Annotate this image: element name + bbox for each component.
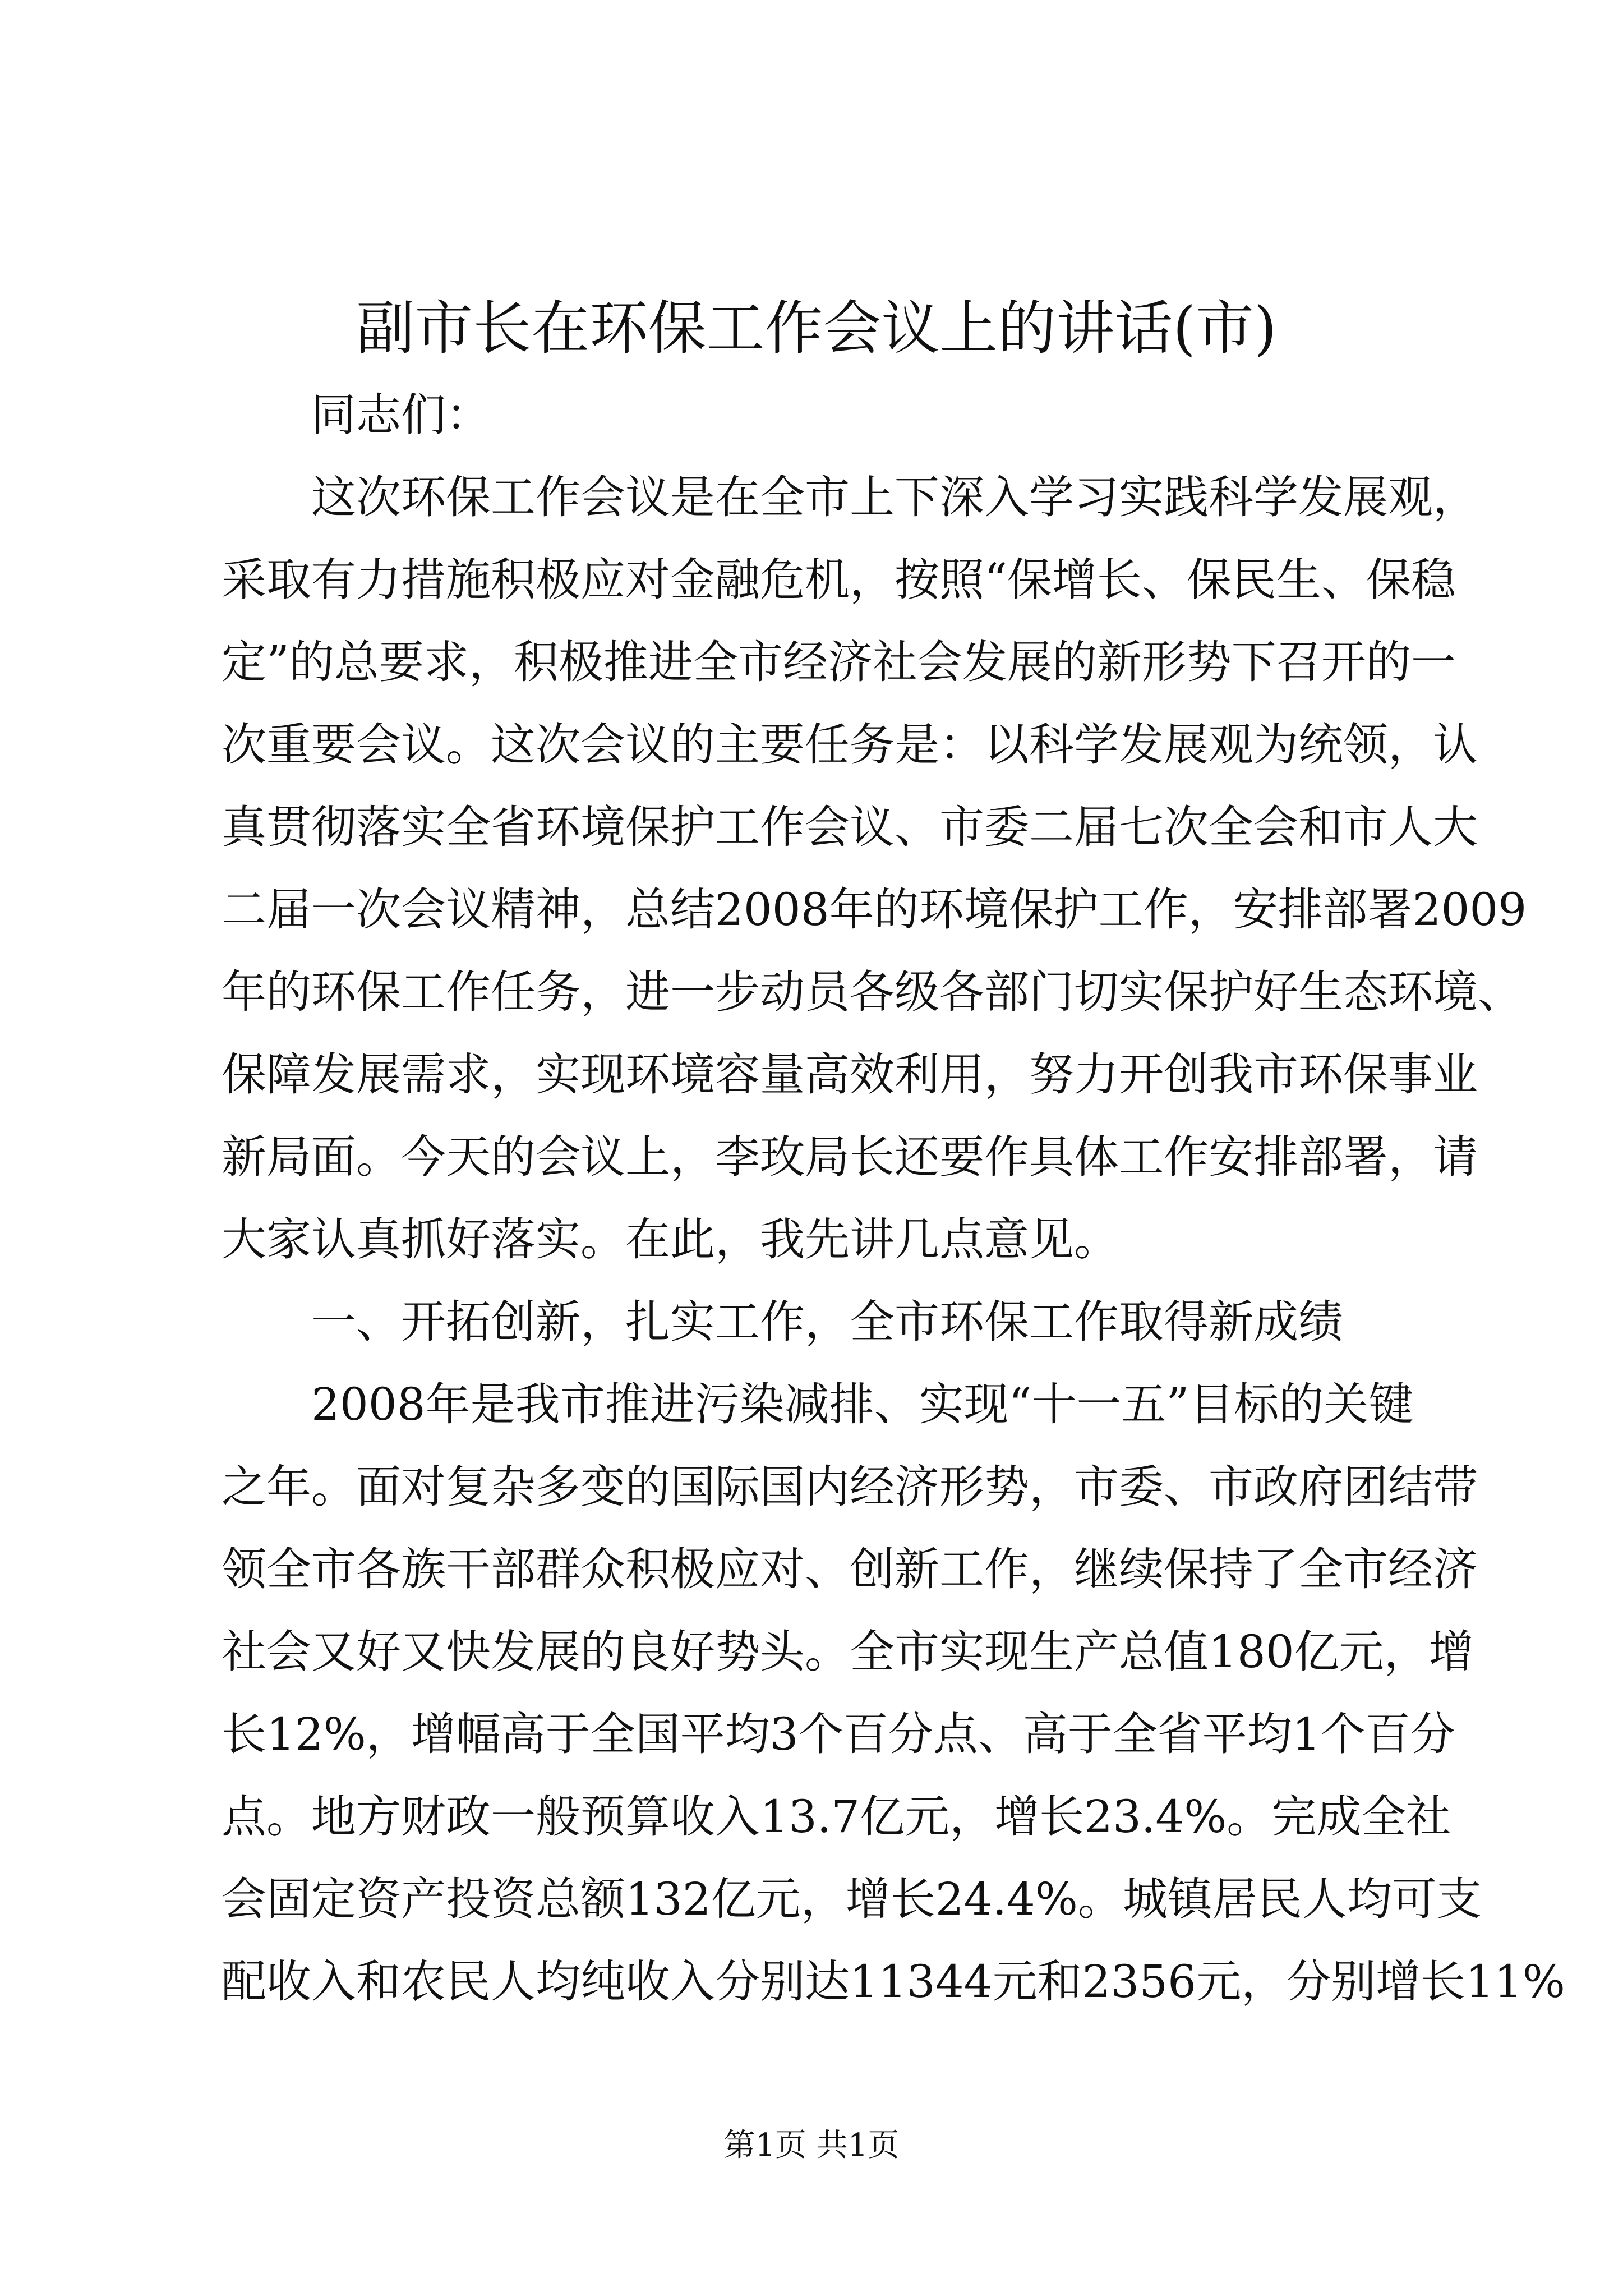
text-line: 大家认真抓好落实。在此，我先讲几点意见。: [222, 1213, 1119, 1266]
section-heading: 一、开拓创新，扎实工作，全市环保工作取得新成绩: [311, 1296, 1343, 1348]
text-line: 二届一次会议精神，总结2008年的环境保护工作，安排部署2009: [222, 884, 1527, 936]
text-line: 真贯彻落实全省环境保护工作会议、市委二届七次全会和市人大: [222, 801, 1478, 853]
text-line: 定”的总要求，积极推进全市经济社会发展的新形势下召开的一: [222, 636, 1456, 688]
page-footer: 第1页 共1页: [723, 2127, 900, 2164]
text-line: 社会又好又快发展的良好势头。全市实现生产总值180亿元，增: [222, 1626, 1474, 1678]
text-line: 年的环保工作任务，进一步动员各级各部门切实保护好生态环境、: [222, 966, 1523, 1018]
text-line: 这次环保工作会议是在全市上下深入学习实践科学发展观，: [311, 471, 1478, 523]
text-line: 长12%，增幅高于全国平均3个百分点、高于全省平均1个百分: [222, 1708, 1455, 1760]
text-line: 2008年是我市推进污染减排、实现“十一五”目标的关键: [311, 1378, 1414, 1430]
text-line: 点。地方财政一般预算收入13.7亿元，增长23.4%。完成全社: [222, 1791, 1451, 1843]
text-line: 次重要会议。这次会议的主要任务是：以科学发展观为统领，认: [222, 719, 1478, 771]
text-line: 配收入和农民人均纯收入分别达11344元和2356元，分别增长11%: [222, 1955, 1565, 2008]
text-line: 新局面。今天的会议上，李玫局长还要作具体工作安排部署，请: [222, 1131, 1478, 1183]
text-line: 领全市各族干部群众积极应对、创新工作，继续保持了全市经济: [222, 1543, 1478, 1595]
text-line: 保障发展需求，实现环境容量高效利用，努力开创我市环保事业: [222, 1048, 1478, 1101]
text-line: 会固定资产投资总额132亿元，增长24.4%。城镇居民人均可支: [222, 1873, 1482, 1925]
text-line: 采取有力措施积极应对金融危机，按照“保增长、保民生、保稳: [222, 554, 1456, 606]
document-title: 副市长在环保工作会议上的讲话(市): [356, 294, 1277, 362]
text-line: 同志们：: [311, 389, 491, 441]
text-line: 之年。面对复杂多变的国际国内经济形势，市委、市政府团结带: [222, 1461, 1478, 1513]
